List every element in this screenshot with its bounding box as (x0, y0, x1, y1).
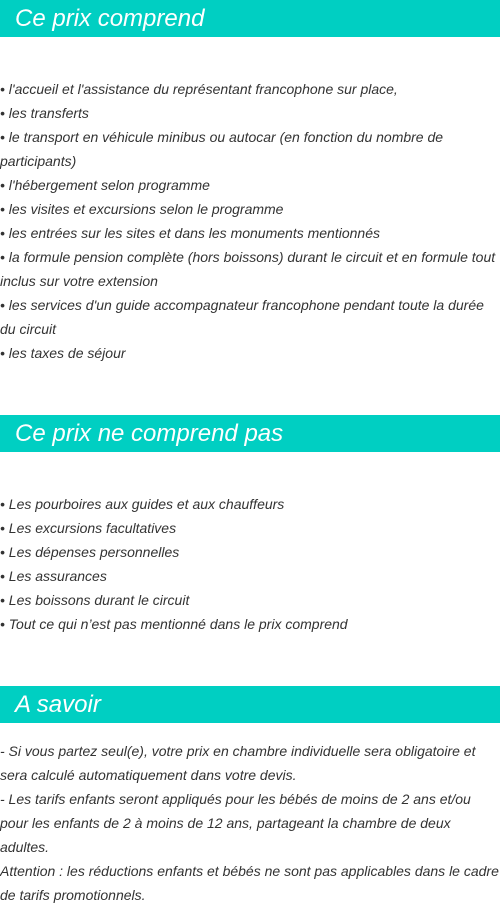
list-item: • Les excursions facultatives (0, 520, 177, 536)
list-item: • Les pourboires aux guides et aux chauffeurs (0, 496, 285, 512)
list-item: • l'hébergement selon programme (0, 177, 210, 193)
price-excludes-list (0, 492, 500, 636)
section-header-good-to-know (0, 686, 500, 723)
list-item: • Les assurances (0, 568, 107, 584)
good-to-know-body (0, 739, 500, 907)
list-item: • Les boissons durant le circuit (0, 592, 190, 608)
list-item: • les transferts (0, 105, 89, 121)
list-item: • les entrées sur les sites et dans les monuments mentionnés (0, 225, 380, 241)
list-item: • les taxes de séjour (0, 345, 126, 361)
section-header-price-includes (0, 0, 500, 37)
section-title: A savoir (15, 691, 101, 718)
section-title: Ce prix ne comprend pas (15, 420, 284, 447)
list-item: • le transport en véhicule minibus ou autocar (en fonction du nombre de participants) (0, 129, 444, 169)
list-item: • Tout ce qui n’est pas mentionné dans le prix comprend (0, 616, 348, 632)
info-paragraph: - Les tarifs enfants seront appliqués pour les bébés de moins de 2 ans et/ou pour les enfants de 2 à moins de 12 ans, partageant la chambre de deux adultes. (0, 791, 471, 855)
list-item: • Les dépenses personnelles (0, 544, 180, 560)
list-item: • les visites et excursions selon le programme (0, 201, 284, 217)
info-paragraph: - Si vous partez seul(e), votre prix en chambre individuelle sera obligatoire et sera calculé automatiquement dans votre devis. (0, 743, 476, 783)
info-paragraph: Attention : les réductions enfants et bébés ne sont pas applicables dans le cadre de tarifs promotionnels. (0, 863, 499, 903)
list-item: • les services d'un guide accompagnateur francophone pendant toute la durée du circuit (0, 297, 484, 337)
section-title: Ce prix comprend (15, 5, 205, 32)
list-item: • la formule pension complète (hors boissons) durant le circuit et en formule tout inclus sur votre extension (0, 249, 496, 289)
price-includes-list (0, 77, 500, 365)
section-header-price-excludes (0, 415, 500, 452)
list-item: • l'accueil et l'assistance du représentant francophone sur place, (0, 81, 398, 97)
